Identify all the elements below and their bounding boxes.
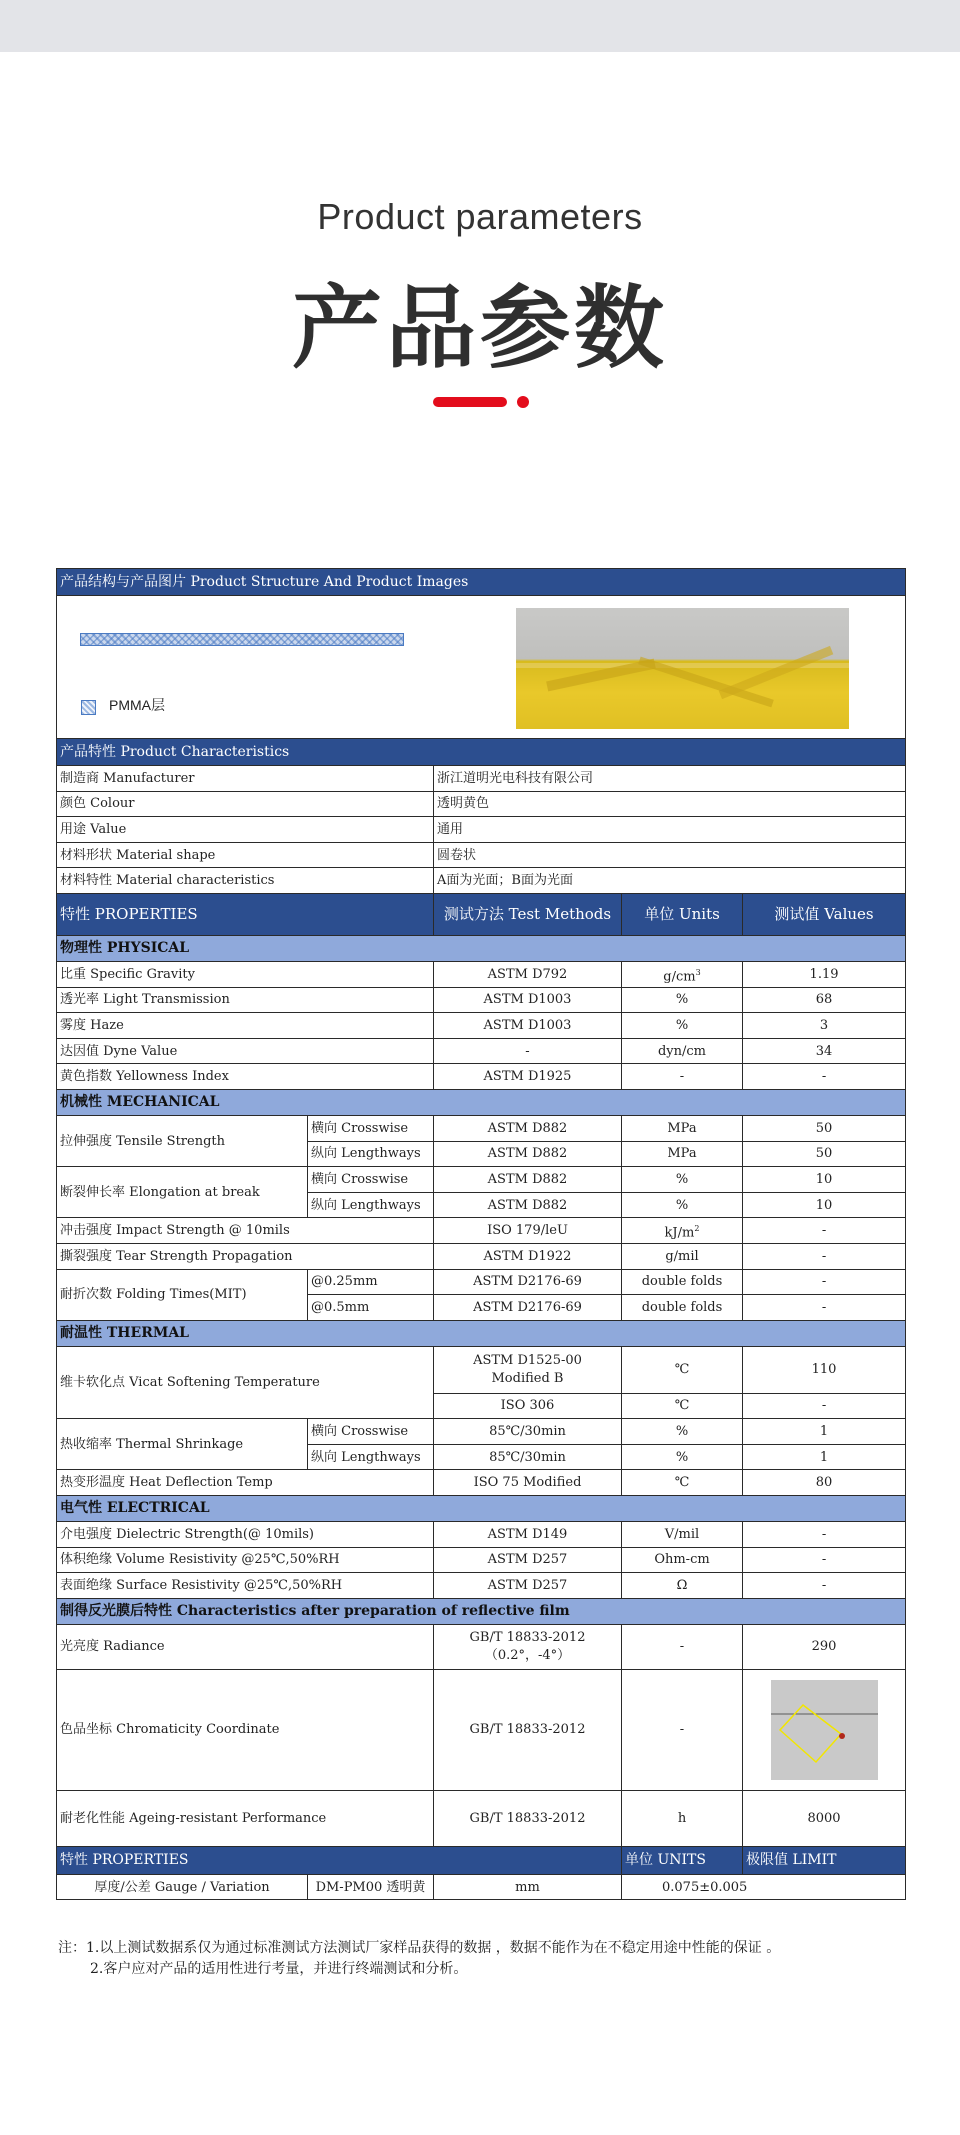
pmma-layer-diagram [80,633,404,646]
property-label: 拉伸强度 Tensile Strength [57,1115,308,1166]
col-header-value: 测试值 Values [743,893,906,935]
top-bar [0,0,960,52]
test-value: - [743,1547,906,1573]
unit-cell: V/mil [622,1522,743,1548]
thermal-section-title: 耐温性 THERMAL [57,1320,906,1346]
test-value: 3 [743,1013,906,1039]
test-method: ISO 75 Modified [434,1470,622,1496]
col-header-method: 测试方法 Test Methods [434,893,622,935]
direction-label: 横向 Crosswise [308,1419,434,1445]
test-method: ASTM D882 [434,1192,622,1218]
test-value: 1 [743,1419,906,1445]
title-underline-dot [517,396,529,408]
direction-label: 纵向 Lengthways [308,1192,434,1218]
unit-text: g/cm [663,968,696,984]
page-title-english: Product parameters [317,196,643,237]
test-method: GB/T 18833-2012 [434,1790,622,1846]
char-value: 通用 [434,817,906,843]
property-label: 表面绝缘 Surface Resistivity @25℃,50%RH [57,1573,434,1599]
unit-cell: - [622,1064,743,1090]
unit-cell: double folds [622,1295,743,1321]
test-method: ASTM D1925 [434,1064,622,1090]
test-value: - [743,1269,906,1295]
char-value: 透明黄色 [434,791,906,817]
pmma-legend-swatch [81,700,96,715]
test-method: ASTM D2176-69 [434,1295,622,1321]
test-value: 10 [743,1167,906,1193]
char-label: 制造商 Manufacturer [57,766,434,792]
product-photo [516,608,849,729]
test-value: 68 [743,987,906,1013]
unit-cell: ℃ [622,1470,743,1496]
test-method: ISO 306 [434,1393,622,1419]
property-label: 冲击强度 Impact Strength @ 10mils [57,1218,434,1244]
char-label: 材料特性 Material characteristics [57,868,434,894]
unit-cell: ℃ [622,1393,743,1419]
unit-cell: % [622,1444,743,1470]
direction-label: @0.25mm [308,1269,434,1295]
test-method [434,1624,622,1669]
test-value: 290 [743,1624,906,1669]
property-label: 热收缩率 Thermal Shrinkage [57,1419,308,1470]
direction-label: 横向 Crosswise [308,1115,434,1141]
test-method: ASTM D792 [434,961,622,987]
unit-cell: ℃ [622,1346,743,1393]
unit-cell: % [622,1192,743,1218]
unit-cell: h [622,1790,743,1846]
test-method: ASTM D257 [434,1547,622,1573]
gauge-label: 厚度/公差 Gauge / Variation [57,1874,308,1900]
test-value: 50 [743,1115,906,1141]
test-method: ASTM D882 [434,1167,622,1193]
property-label: 色品坐标 Chromaticity Coordinate [57,1669,434,1790]
test-method: 85℃/30min [434,1444,622,1470]
test-value: 110 [743,1346,906,1393]
property-label: 断裂伸长率 Elongation at break [57,1167,308,1218]
unit-cell: g/mil [622,1243,743,1269]
reflective-section-title: 制得反光膜后特性 Characteristics after preparation of reflective film [57,1598,906,1624]
pmma-legend-label: PMMA层 [109,697,165,713]
property-label: 撕裂强度 Tear Strength Propagation [57,1243,434,1269]
page-title-chinese: 产品参数 [292,276,668,381]
unit-superscript: 3 [695,967,701,977]
direction-label: 纵向 Lengthways [308,1141,434,1167]
unit-cell: - [622,1669,743,1790]
method-line: GB/T 18833-2012 [469,1629,586,1645]
unit-text: kJ/m [664,1225,695,1241]
test-value: 1.19 [743,961,906,987]
gauge-unit: mm [434,1874,622,1900]
unit-cell: % [622,987,743,1013]
test-value: - [743,1573,906,1599]
char-value: A面为光面；B面为光面 [434,868,906,894]
unit-cell: % [622,1013,743,1039]
property-label: 比重 Specific Gravity [57,961,434,987]
unit-cell: dyn/cm [622,1038,743,1064]
test-method [434,1346,622,1393]
test-value: - [743,1295,906,1321]
property-label: 耐折次数 Folding Times(MIT) [57,1269,308,1320]
char-value: 圆卷状 [434,842,906,868]
test-method: - [434,1038,622,1064]
title-underline-bar [433,397,507,407]
property-label: 雾度 Haze [57,1013,434,1039]
test-method: ASTM D257 [434,1573,622,1599]
char-value: 浙江道明光电科技有限公司 [434,766,906,792]
test-method: 85℃/30min [434,1419,622,1445]
test-value: 34 [743,1038,906,1064]
unit-cell: % [622,1167,743,1193]
test-method: ASTM D1003 [434,987,622,1013]
spec-table [56,568,906,1900]
mechanical-section-title: 机械性 MECHANICAL [57,1089,906,1115]
test-value: 10 [743,1192,906,1218]
note-line-2: 2.客户应对产品的适用性进行考量，并进行终端测试和分析。 [90,1961,468,1977]
col-header-unit: 单位 Units [622,893,743,935]
chromaticity-diagram [771,1680,878,1780]
test-value: 1 [743,1444,906,1470]
limit-header-limit: 极限值 LIMIT [743,1846,906,1874]
unit-cell: Ohm-cm [622,1547,743,1573]
chromaticity-chart-cell [743,1669,906,1790]
col-header-property: 特性 PROPERTIES [57,893,434,935]
test-value: - [743,1064,906,1090]
method-line: Modified B [491,1370,564,1386]
spec-sheet [56,568,905,1900]
property-label: 黄色指数 Yellowness Index [57,1064,434,1090]
char-label: 材料形状 Material shape [57,842,434,868]
test-method: ASTM D1922 [434,1243,622,1269]
limit-header-property: 特性 PROPERTIES [57,1846,622,1874]
test-method: GB/T 18833-2012 [434,1669,622,1790]
property-label: 光亮度 Radiance [57,1624,434,1669]
electrical-section-title: 电气性 ELECTRICAL [57,1496,906,1522]
property-label: 达因值 Dyne Value [57,1038,434,1064]
test-value: - [743,1393,906,1419]
structure-section-title: 产品结构与产品图片 Product Structure And Product Images [57,569,906,596]
unit-cell: - [622,1624,743,1669]
property-label: 体积绝缘 Volume Resistivity @25℃,50%RH [57,1547,434,1573]
physical-section-title: 物理性 PHYSICAL [57,935,906,961]
test-method: ASTM D149 [434,1522,622,1548]
unit-cell [622,961,743,987]
property-label: 介电强度 Dielectric Strength(@ 10mils) [57,1522,434,1548]
test-method: ISO 179/leU [434,1218,622,1244]
unit-cell: MPa [622,1141,743,1167]
unit-cell: Ω [622,1573,743,1599]
structure-image-area [57,596,906,739]
test-method: ASTM D882 [434,1141,622,1167]
test-value: - [743,1218,906,1244]
gauge-model: DM-PM00 透明黄 [308,1874,434,1900]
limit-header-unit: 单位 UNITS [622,1846,743,1874]
direction-label: @0.5mm [308,1295,434,1321]
char-label: 用途 Value [57,817,434,843]
characteristics-section-title: 产品特性 Product Characteristics [57,739,906,766]
property-label: 维卡软化点 Vicat Softening Temperature [57,1346,434,1419]
test-value: 8000 [743,1790,906,1846]
direction-label: 纵向 Lengthways [308,1444,434,1470]
unit-cell: MPa [622,1115,743,1141]
unit-superscript: 2 [694,1223,700,1233]
property-label: 耐老化性能 Ageing-resistant Performance [57,1790,434,1846]
direction-label: 横向 Crosswise [308,1167,434,1193]
test-value: - [743,1243,906,1269]
test-value: 50 [743,1141,906,1167]
method-line: ASTM D1525-00 [473,1352,582,1368]
test-value: - [743,1522,906,1548]
test-method: ASTM D882 [434,1115,622,1141]
gauge-limit: 0.075±0.005 [622,1874,906,1900]
unit-cell: % [622,1419,743,1445]
method-line: （0.2°，-4°） [484,1647,571,1663]
note-line-1: 注：1.以上测试数据系仅为通过标准测试方法测试厂家样品获得的数据 ，数据不能作为在不稳定用途中性能的保证 。 [58,1940,781,1956]
chromaticity-point [839,1733,845,1739]
test-value: 80 [743,1470,906,1496]
property-label: 热变形温度 Heat Deflection Temp [57,1470,434,1496]
property-label: 透光率 Light Transmission [57,987,434,1013]
unit-cell: double folds [622,1269,743,1295]
unit-cell [622,1218,743,1244]
test-method: ASTM D1003 [434,1013,622,1039]
char-label: 颜色 Colour [57,791,434,817]
test-method: ASTM D2176-69 [434,1269,622,1295]
chromaticity-svg [771,1680,878,1780]
